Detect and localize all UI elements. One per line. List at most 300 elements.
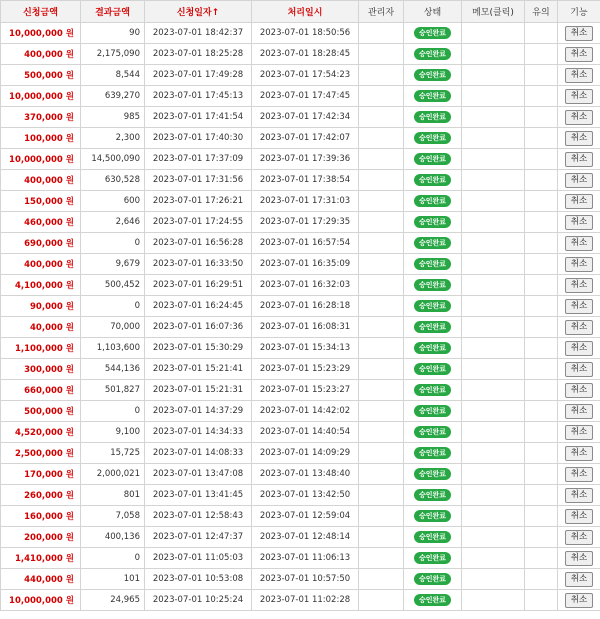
cancel-button[interactable]: 취소 xyxy=(565,446,593,461)
caution-cell xyxy=(525,443,558,464)
admin-cell xyxy=(359,296,404,317)
status-cell xyxy=(404,170,462,191)
processed-time: 2023-07-01 11:02:28 xyxy=(252,590,359,611)
request-amount: 500,000 원 xyxy=(1,65,81,86)
result-amount: 400,136 xyxy=(81,527,145,548)
table-row xyxy=(1,107,600,128)
admin-cell xyxy=(359,506,404,527)
processed-time: 2023-07-01 18:28:45 xyxy=(252,44,359,65)
table-row xyxy=(1,233,600,254)
caution-cell xyxy=(525,23,558,44)
memo-cell[interactable] xyxy=(462,422,525,443)
cancel-button[interactable]: 취소 xyxy=(565,278,593,293)
request-date: 2023-07-01 14:08:33 xyxy=(145,443,252,464)
caution-cell xyxy=(525,359,558,380)
admin-cell xyxy=(359,275,404,296)
admin-cell xyxy=(359,233,404,254)
caution-cell xyxy=(525,338,558,359)
request-date: 2023-07-01 17:31:56 xyxy=(145,170,252,191)
request-amount: 440,000 원 xyxy=(1,569,81,590)
memo-cell[interactable] xyxy=(462,401,525,422)
table-row xyxy=(1,569,600,590)
request-date: 2023-07-01 17:37:09 xyxy=(145,149,252,170)
admin-cell xyxy=(359,149,404,170)
processed-time: 2023-07-01 15:23:29 xyxy=(252,359,359,380)
status-badge: 승인완료 xyxy=(414,153,451,165)
request-date: 2023-07-01 17:45:13 xyxy=(145,86,252,107)
cancel-button[interactable]: 취소 xyxy=(565,110,593,125)
admin-cell xyxy=(359,548,404,569)
function-cell xyxy=(558,128,600,149)
request-amount: 160,000 원 xyxy=(1,506,81,527)
status-cell xyxy=(404,548,462,569)
header-admin: 관리자 xyxy=(359,1,404,23)
memo-cell[interactable] xyxy=(462,590,525,611)
table-row xyxy=(1,212,600,233)
request-amount: 400,000 원 xyxy=(1,170,81,191)
status-cell xyxy=(404,359,462,380)
result-amount: 985 xyxy=(81,107,145,128)
request-amount: 400,000 원 xyxy=(1,254,81,275)
function-cell xyxy=(558,485,600,506)
request-amount: 400,000 원 xyxy=(1,44,81,65)
processed-time: 2023-07-01 13:42:50 xyxy=(252,485,359,506)
request-amount: 150,000 원 xyxy=(1,191,81,212)
request-amount: 10,000,000 원 xyxy=(1,23,81,44)
memo-cell[interactable] xyxy=(462,275,525,296)
table-header-row xyxy=(1,1,600,23)
result-amount: 600 xyxy=(81,191,145,212)
cancel-button[interactable]: 취소 xyxy=(565,236,593,251)
caution-cell xyxy=(525,65,558,86)
request-date: 2023-07-01 11:05:03 xyxy=(145,548,252,569)
status-cell xyxy=(404,191,462,212)
admin-cell xyxy=(359,317,404,338)
processed-time: 2023-07-01 16:35:09 xyxy=(252,254,359,275)
memo-cell[interactable] xyxy=(462,296,525,317)
function-cell xyxy=(558,590,600,611)
request-date: 2023-07-01 16:24:45 xyxy=(145,296,252,317)
cancel-button[interactable]: 취소 xyxy=(565,152,593,167)
function-cell xyxy=(558,422,600,443)
processed-time: 2023-07-01 12:48:14 xyxy=(252,527,359,548)
memo-cell[interactable] xyxy=(462,107,525,128)
processed-time: 2023-07-01 14:42:02 xyxy=(252,401,359,422)
table-row xyxy=(1,338,600,359)
request-date: 2023-07-01 16:56:28 xyxy=(145,233,252,254)
cancel-button[interactable]: 취소 xyxy=(565,257,593,272)
request-date: 2023-07-01 15:30:29 xyxy=(145,338,252,359)
caution-cell xyxy=(525,380,558,401)
request-date: 2023-07-01 18:42:37 xyxy=(145,23,252,44)
request-date: 2023-07-01 15:21:31 xyxy=(145,380,252,401)
table-row xyxy=(1,527,600,548)
request-date: 2023-07-01 12:58:43 xyxy=(145,506,252,527)
function-cell xyxy=(558,527,600,548)
status-cell xyxy=(404,107,462,128)
memo-cell[interactable] xyxy=(462,86,525,107)
request-amount: 170,000 원 xyxy=(1,464,81,485)
memo-cell[interactable] xyxy=(462,338,525,359)
table-row xyxy=(1,506,600,527)
cancel-button[interactable]: 취소 xyxy=(565,194,593,209)
processed-time: 2023-07-01 16:08:31 xyxy=(252,317,359,338)
admin-cell xyxy=(359,338,404,359)
table-row xyxy=(1,590,600,611)
processed-time: 2023-07-01 10:57:50 xyxy=(252,569,359,590)
memo-cell[interactable] xyxy=(462,149,525,170)
cancel-button[interactable]: 취소 xyxy=(565,89,593,104)
processed-time: 2023-07-01 17:31:03 xyxy=(252,191,359,212)
admin-cell xyxy=(359,422,404,443)
status-cell xyxy=(404,296,462,317)
processed-time: 2023-07-01 16:28:18 xyxy=(252,296,359,317)
result-amount: 2,175,090 xyxy=(81,44,145,65)
request-amount: 200,000 원 xyxy=(1,527,81,548)
status-badge: 승인완료 xyxy=(414,300,451,312)
cancel-button[interactable]: 취소 xyxy=(565,47,593,62)
caution-cell xyxy=(525,149,558,170)
header-status: 상태 xyxy=(404,1,462,23)
caution-cell xyxy=(525,107,558,128)
header-request-date[interactable]: 신청일자↑ xyxy=(145,1,252,23)
function-cell xyxy=(558,548,600,569)
function-cell xyxy=(558,569,600,590)
cancel-button[interactable]: 취소 xyxy=(565,215,593,230)
cancel-button[interactable]: 취소 xyxy=(565,530,593,545)
table-row xyxy=(1,485,600,506)
function-cell xyxy=(558,296,600,317)
result-amount: 0 xyxy=(81,296,145,317)
request-date: 2023-07-01 16:07:36 xyxy=(145,317,252,338)
memo-cell[interactable] xyxy=(462,485,525,506)
request-amount: 4,520,000 원 xyxy=(1,422,81,443)
processed-time: 2023-07-01 15:23:27 xyxy=(252,380,359,401)
status-badge: 승인완료 xyxy=(414,573,451,585)
result-amount: 2,646 xyxy=(81,212,145,233)
function-cell xyxy=(558,149,600,170)
status-cell xyxy=(404,317,462,338)
function-cell xyxy=(558,44,600,65)
table-row xyxy=(1,548,600,569)
header-function: 기능 xyxy=(558,1,600,23)
function-cell xyxy=(558,65,600,86)
admin-cell xyxy=(359,254,404,275)
status-badge: 승인완료 xyxy=(414,132,451,144)
caution-cell xyxy=(525,170,558,191)
memo-cell[interactable] xyxy=(462,233,525,254)
processed-time: 2023-07-01 14:40:54 xyxy=(252,422,359,443)
request-amount: 300,000 원 xyxy=(1,359,81,380)
status-badge: 승인완료 xyxy=(414,27,451,39)
request-amount: 10,000,000 원 xyxy=(1,86,81,107)
admin-cell xyxy=(359,128,404,149)
request-amount: 500,000 원 xyxy=(1,401,81,422)
request-amount: 690,000 원 xyxy=(1,233,81,254)
admin-cell xyxy=(359,527,404,548)
caution-cell xyxy=(525,86,558,107)
memo-cell[interactable] xyxy=(462,380,525,401)
request-date: 2023-07-01 14:37:29 xyxy=(145,401,252,422)
memo-cell[interactable] xyxy=(462,359,525,380)
status-cell xyxy=(404,86,462,107)
status-cell xyxy=(404,233,462,254)
request-amount: 4,100,000 원 xyxy=(1,275,81,296)
admin-cell xyxy=(359,44,404,65)
status-badge: 승인완료 xyxy=(414,258,451,270)
status-cell xyxy=(404,464,462,485)
table-row xyxy=(1,254,600,275)
cancel-button[interactable]: 취소 xyxy=(565,341,593,356)
status-badge: 승인완료 xyxy=(414,405,451,417)
memo-cell[interactable] xyxy=(462,128,525,149)
table-row xyxy=(1,464,600,485)
result-amount: 70,000 xyxy=(81,317,145,338)
admin-cell xyxy=(359,401,404,422)
request-amount: 90,000 원 xyxy=(1,296,81,317)
result-amount: 8,544 xyxy=(81,65,145,86)
caution-cell xyxy=(525,128,558,149)
result-amount: 14,500,090 xyxy=(81,149,145,170)
table-row xyxy=(1,191,600,212)
caution-cell xyxy=(525,233,558,254)
admin-cell xyxy=(359,359,404,380)
caution-cell xyxy=(525,212,558,233)
caution-cell xyxy=(525,275,558,296)
caution-cell xyxy=(525,254,558,275)
header-request-amount[interactable]: 신청금액 xyxy=(1,1,81,23)
status-badge: 승인완료 xyxy=(414,531,451,543)
cancel-button[interactable]: 취소 xyxy=(565,320,593,335)
status-cell xyxy=(404,485,462,506)
cancel-button[interactable]: 취소 xyxy=(565,488,593,503)
admin-cell xyxy=(359,569,404,590)
result-amount: 2,300 xyxy=(81,128,145,149)
table-row xyxy=(1,401,600,422)
memo-cell[interactable] xyxy=(462,569,525,590)
request-date: 2023-07-01 17:41:54 xyxy=(145,107,252,128)
status-cell xyxy=(404,149,462,170)
memo-cell[interactable] xyxy=(462,527,525,548)
caution-cell xyxy=(525,422,558,443)
status-badge: 승인완료 xyxy=(414,195,451,207)
processed-time: 2023-07-01 16:57:54 xyxy=(252,233,359,254)
result-amount: 1,103,600 xyxy=(81,338,145,359)
caution-cell xyxy=(525,464,558,485)
caution-cell xyxy=(525,548,558,569)
request-amount: 260,000 원 xyxy=(1,485,81,506)
caution-cell xyxy=(525,191,558,212)
cancel-button[interactable]: 취소 xyxy=(565,299,593,314)
status-badge: 승인완료 xyxy=(414,69,451,81)
processed-time: 2023-07-01 15:34:13 xyxy=(252,338,359,359)
table-row xyxy=(1,422,600,443)
result-amount: 630,528 xyxy=(81,170,145,191)
request-date: 2023-07-01 13:41:45 xyxy=(145,485,252,506)
result-amount: 7,058 xyxy=(81,506,145,527)
caution-cell xyxy=(525,527,558,548)
cancel-button[interactable]: 취소 xyxy=(565,593,593,608)
request-amount: 370,000 원 xyxy=(1,107,81,128)
function-cell xyxy=(558,275,600,296)
processed-time: 2023-07-01 17:38:54 xyxy=(252,170,359,191)
result-amount: 9,100 xyxy=(81,422,145,443)
function-cell xyxy=(558,254,600,275)
table-row xyxy=(1,128,600,149)
result-amount: 9,679 xyxy=(81,254,145,275)
processed-time: 2023-07-01 16:32:03 xyxy=(252,275,359,296)
status-badge: 승인완료 xyxy=(414,384,451,396)
status-badge: 승인완료 xyxy=(414,468,451,480)
memo-cell[interactable] xyxy=(462,317,525,338)
memo-cell[interactable] xyxy=(462,464,525,485)
status-badge: 승인완료 xyxy=(414,216,451,228)
request-amount: 2,500,000 원 xyxy=(1,443,81,464)
cancel-button[interactable]: 취소 xyxy=(565,362,593,377)
status-badge: 승인완료 xyxy=(414,48,451,60)
cancel-button[interactable]: 취소 xyxy=(565,467,593,482)
function-cell xyxy=(558,464,600,485)
request-date: 2023-07-01 13:47:08 xyxy=(145,464,252,485)
table-row xyxy=(1,149,600,170)
status-cell xyxy=(404,275,462,296)
request-date: 2023-07-01 17:40:30 xyxy=(145,128,252,149)
processed-time: 2023-07-01 18:50:56 xyxy=(252,23,359,44)
request-date: 2023-07-01 15:21:41 xyxy=(145,359,252,380)
cancel-button[interactable]: 취소 xyxy=(565,383,593,398)
admin-cell xyxy=(359,107,404,128)
memo-cell[interactable] xyxy=(462,443,525,464)
memo-cell[interactable] xyxy=(462,23,525,44)
request-date: 2023-07-01 16:29:51 xyxy=(145,275,252,296)
cancel-button[interactable]: 취소 xyxy=(565,26,593,41)
status-badge: 승인완료 xyxy=(414,363,451,375)
status-cell xyxy=(404,65,462,86)
admin-cell xyxy=(359,191,404,212)
result-amount: 2,000,021 xyxy=(81,464,145,485)
result-amount: 801 xyxy=(81,485,145,506)
processed-time: 2023-07-01 17:42:34 xyxy=(252,107,359,128)
result-amount: 24,965 xyxy=(81,590,145,611)
table-row xyxy=(1,44,600,65)
processed-time: 2023-07-01 17:42:07 xyxy=(252,128,359,149)
cancel-button[interactable]: 취소 xyxy=(565,173,593,188)
admin-cell xyxy=(359,170,404,191)
admin-cell xyxy=(359,590,404,611)
processed-time: 2023-07-01 17:29:35 xyxy=(252,212,359,233)
memo-cell[interactable] xyxy=(462,212,525,233)
status-badge: 승인완료 xyxy=(414,447,451,459)
request-date: 2023-07-01 17:49:28 xyxy=(145,65,252,86)
request-amount: 1,100,000 원 xyxy=(1,338,81,359)
memo-cell[interactable] xyxy=(462,44,525,65)
header-result-amount[interactable]: 결과금액 xyxy=(81,1,145,23)
result-amount: 101 xyxy=(81,569,145,590)
function-cell xyxy=(558,317,600,338)
table-row xyxy=(1,359,600,380)
request-date: 2023-07-01 17:26:21 xyxy=(145,191,252,212)
admin-cell xyxy=(359,380,404,401)
function-cell xyxy=(558,233,600,254)
status-badge: 승인완료 xyxy=(414,321,451,333)
memo-cell[interactable] xyxy=(462,506,525,527)
status-cell xyxy=(404,23,462,44)
request-amount: 40,000 원 xyxy=(1,317,81,338)
request-amount: 660,000 원 xyxy=(1,380,81,401)
admin-cell xyxy=(359,23,404,44)
status-cell xyxy=(404,44,462,65)
function-cell xyxy=(558,191,600,212)
status-badge: 승인완료 xyxy=(414,510,451,522)
status-badge: 승인완료 xyxy=(414,90,451,102)
memo-cell[interactable] xyxy=(462,191,525,212)
result-amount: 501,827 xyxy=(81,380,145,401)
cancel-button[interactable]: 취소 xyxy=(565,131,593,146)
status-badge: 승인완료 xyxy=(414,342,451,354)
status-badge: 승인완료 xyxy=(414,426,451,438)
function-cell xyxy=(558,401,600,422)
result-amount: 500,452 xyxy=(81,275,145,296)
caution-cell xyxy=(525,296,558,317)
cancel-button[interactable]: 취소 xyxy=(565,404,593,419)
header-processed-time[interactable]: 처리일시 xyxy=(252,1,359,23)
request-amount: 100,000 원 xyxy=(1,128,81,149)
processed-time: 2023-07-01 17:47:45 xyxy=(252,86,359,107)
status-cell xyxy=(404,254,462,275)
cancel-button[interactable]: 취소 xyxy=(565,509,593,524)
status-badge: 승인완료 xyxy=(414,552,451,564)
memo-cell[interactable] xyxy=(462,170,525,191)
result-amount: 0 xyxy=(81,548,145,569)
cancel-button[interactable]: 취소 xyxy=(565,551,593,566)
status-badge: 승인완료 xyxy=(414,489,451,501)
memo-cell[interactable] xyxy=(462,65,525,86)
status-cell xyxy=(404,338,462,359)
caution-cell xyxy=(525,401,558,422)
table-row xyxy=(1,296,600,317)
request-amount: 460,000 원 xyxy=(1,212,81,233)
request-date: 2023-07-01 16:33:50 xyxy=(145,254,252,275)
header-memo: 메모(클릭) xyxy=(462,1,525,23)
cancel-button[interactable]: 취소 xyxy=(565,572,593,587)
function-cell xyxy=(558,170,600,191)
request-date: 2023-07-01 10:53:08 xyxy=(145,569,252,590)
function-cell xyxy=(558,212,600,233)
status-cell xyxy=(404,212,462,233)
table-row xyxy=(1,275,600,296)
result-amount: 90 xyxy=(81,23,145,44)
memo-cell[interactable] xyxy=(462,254,525,275)
status-cell xyxy=(404,527,462,548)
table-row xyxy=(1,23,600,44)
cancel-button[interactable]: 취소 xyxy=(565,68,593,83)
request-date: 2023-07-01 12:47:37 xyxy=(145,527,252,548)
function-cell xyxy=(558,23,600,44)
status-badge: 승인완료 xyxy=(414,237,451,249)
result-amount: 0 xyxy=(81,233,145,254)
status-cell xyxy=(404,380,462,401)
request-amount: 10,000,000 원 xyxy=(1,149,81,170)
caution-cell xyxy=(525,317,558,338)
status-cell xyxy=(404,569,462,590)
caution-cell xyxy=(525,44,558,65)
request-date: 2023-07-01 18:25:28 xyxy=(145,44,252,65)
memo-cell[interactable] xyxy=(462,548,525,569)
status-badge: 승인완료 xyxy=(414,594,451,606)
cancel-button[interactable]: 취소 xyxy=(565,425,593,440)
result-amount: 544,136 xyxy=(81,359,145,380)
table-row xyxy=(1,317,600,338)
